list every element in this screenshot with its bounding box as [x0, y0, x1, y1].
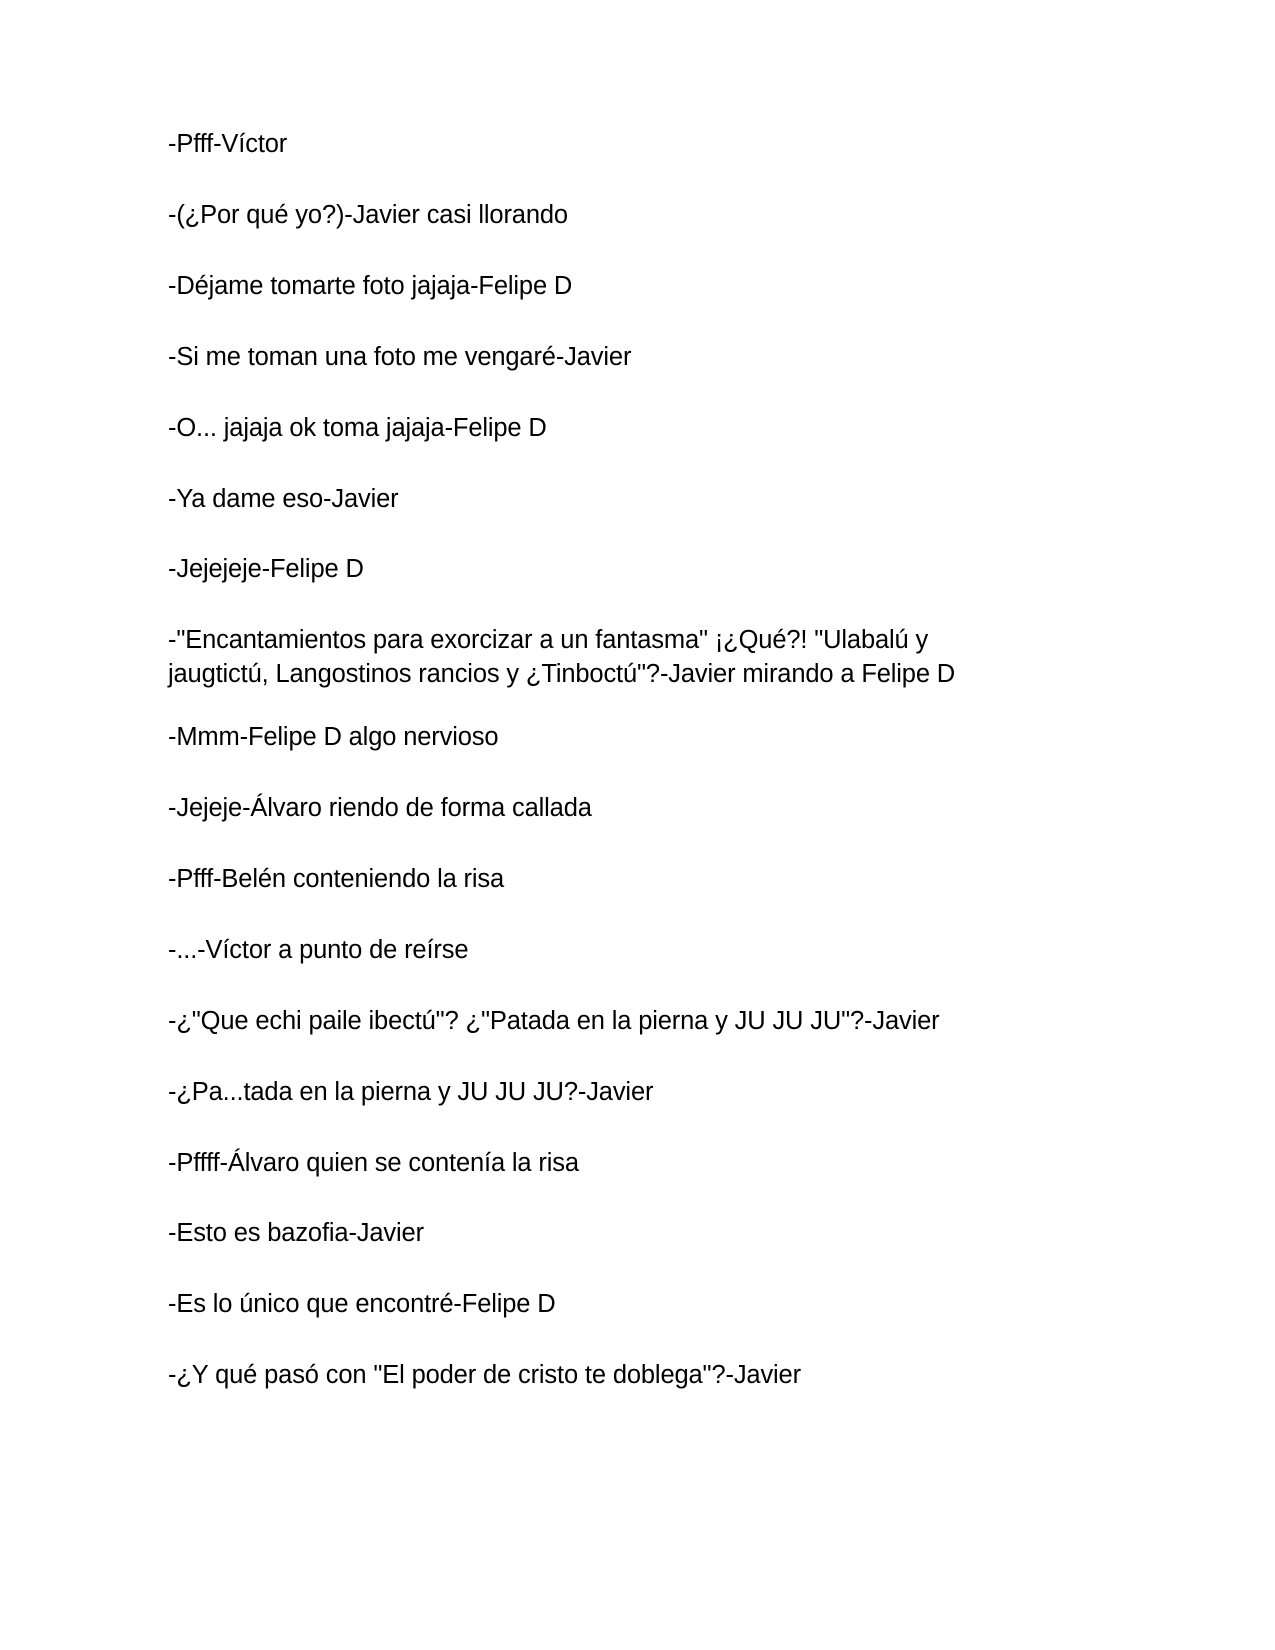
- dialogue-line-incantation: -"Encantamientos para exorcizar a un fantasma" ¡¿Qué?! "Ulabalú y jaugtictú, Langostinos rancios y ¿Tinboctú"?-Javier mirando a Felipe D: [168, 626, 956, 688]
- dialogue-line: -Esto es bazofia-Javier: [168, 1219, 424, 1248]
- document-text-body: [168, 128, 1018, 1393]
- dialogue-line: -...-Víctor a punto de reírse: [168, 935, 469, 964]
- dialogue-line: -Pffff-Álvaro quien se contenía la risa: [168, 1148, 579, 1177]
- dialogue-line: -¿"Que echi paile ibectú"? ¿"Patada en la pierna y JU JU JU"?-Javier: [168, 1006, 940, 1035]
- dialogue-line: -Mmm-Felipe D algo nervioso: [168, 723, 499, 752]
- dialogue-line: -Déjame tomarte foto jajaja-Felipe D: [168, 271, 573, 300]
- dialogue-line: -¿Y qué pasó con "El poder de cristo te doblega"?-Javier: [168, 1361, 801, 1390]
- dialogue-line: -Pfff-Víctor: [168, 130, 288, 158]
- dialogue-line: -Jejejeje-Felipe D: [168, 555, 364, 584]
- dialogue-line: -(¿Por qué yo?)-Javier casi llorando: [168, 200, 568, 229]
- dialogue-line: -¿Pa...tada en la pierna y JU JU JU?-Javier: [168, 1077, 654, 1106]
- dialogue-line: -Jejeje-Álvaro riendo de forma callada: [168, 794, 592, 823]
- dialogue-line: -Ya dame eso-Javier: [168, 484, 399, 513]
- dialogue-line: -O... jajaja ok toma jajaja-Felipe D: [168, 413, 547, 442]
- dialogue-line: -Si me toman una foto me vengaré-Javier: [168, 342, 632, 371]
- dialogue-line: -Es lo único que encontré-Felipe D: [168, 1290, 556, 1319]
- dialogue-line: -Pfff-Belén conteniendo la risa: [168, 864, 505, 893]
